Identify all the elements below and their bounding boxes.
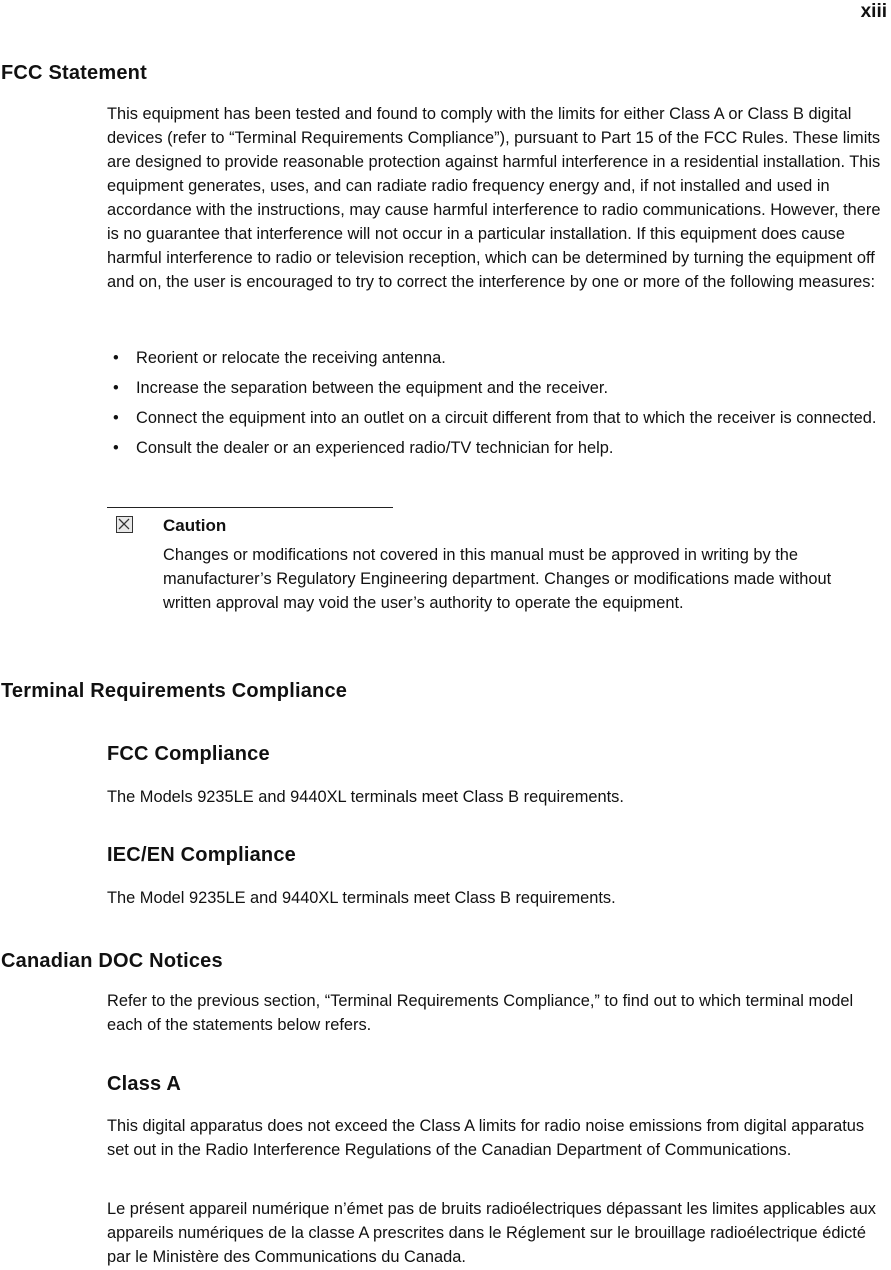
caution-divider — [107, 507, 393, 508]
iec-en-compliance-text: The Model 9235LE and 9440XL terminals meet Class B requirements. — [107, 889, 616, 907]
list-item-text: Increase the separation between the equipment and the receiver. — [136, 379, 608, 397]
fcc-compliance-text: The Models 9235LE and 9440XL terminals meet Class B requirements. — [107, 788, 624, 806]
page-number: xiii — [860, 1, 887, 22]
fcc-compliance-heading: FCC Compliance — [107, 743, 270, 765]
terminal-requirements-heading: Terminal Requirements Compliance — [1, 680, 348, 702]
fcc-measures-list — [107, 346, 889, 466]
bullet-marker: • — [113, 349, 119, 367]
canadian-doc-heading: Canadian DOC Notices — [1, 950, 223, 972]
bullet-marker: • — [113, 379, 119, 397]
list-item-text: Reorient or relocate the receiving antenna. — [136, 349, 446, 367]
list-item-text: Connect the equipment into an outlet on a circuit different from that to which the receiver is connected. — [136, 409, 877, 427]
list-item — [107, 376, 889, 400]
list-item — [107, 436, 889, 460]
class-a-heading: Class A — [107, 1073, 182, 1095]
list-item — [107, 406, 889, 430]
fcc-statement-paragraph: This equipment has been tested and found to comply with the limits for either Class A or Class B digital devices (refer to “Terminal Requirements Compliance”), pursuant to Part 15 of the FCC Rules. These limits are designed to provide reasonable protection against harmful interference in a residential installation. This equipment generates, uses, and can radiate radio frequency energy and, if not installed and used in accordance with the instructions, may cause harmful interference to radio communications. However, there is no guarantee that interference will not occur in a particular installation. If this equipment does cause harmful interference to radio or television reception, which can be determined by turning the equipment off and on, the user is encouraged to try to correct the interference by one or more of the following measures: — [107, 105, 881, 291]
fcc-statement-heading: FCC Statement — [1, 62, 147, 84]
bullet-marker: • — [113, 409, 119, 427]
bullet-marker: • — [113, 439, 119, 457]
list-item — [107, 346, 889, 370]
caution-box-icon — [116, 516, 133, 533]
iec-en-compliance-heading: IEC/EN Compliance — [107, 844, 296, 866]
class-a-english-text: This digital apparatus does not exceed the Class A limits for radio noise emissions from digital apparatus set out in the Radio Interference Regulations of the Canadian Department of Communications. — [107, 1117, 865, 1159]
list-item-text: Consult the dealer or an experienced radio/TV technician for help. — [136, 439, 614, 457]
class-a-french-text: Le présent appareil numérique n’émet pas de bruits radioélectriques dépassant les limites applicables aux appareils numériques de la classe A prescrites dans le Réglement sur le brouillage radioélectrique édicté par le Ministère des Communications du Canada. — [107, 1200, 876, 1266]
caution-title: Caution — [163, 516, 227, 535]
caution-text: Changes or modifications not covered in this manual must be approved in writing by the manufacturer’s Regulatory Engineering department. Changes or modifications made without written approval may void the user’s authority to operate the equipment. — [163, 546, 832, 612]
canadian-doc-intro: Refer to the previous section, “Terminal Requirements Compliance,” to find out to which terminal model each of the statements below refers. — [107, 992, 854, 1034]
